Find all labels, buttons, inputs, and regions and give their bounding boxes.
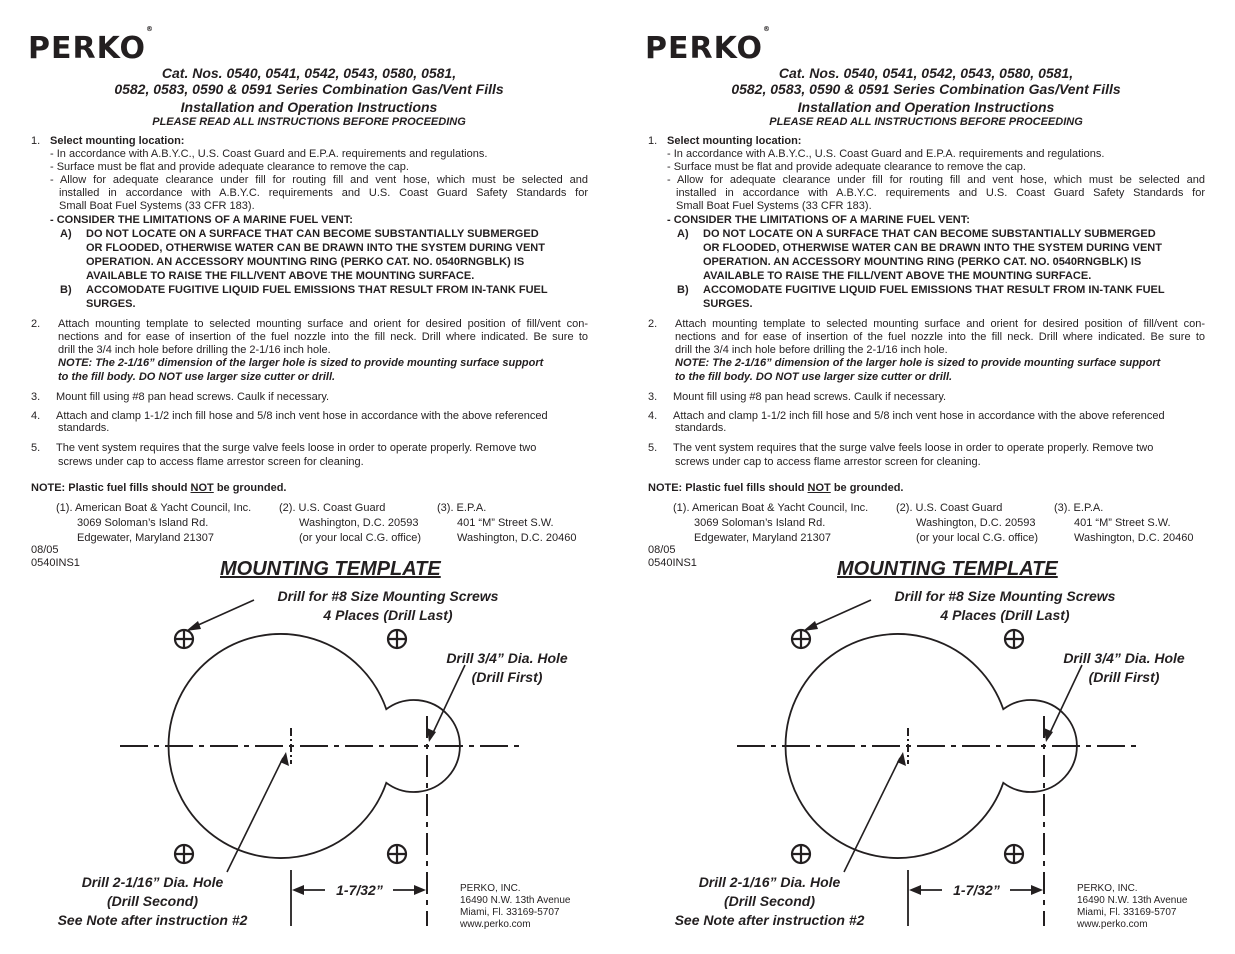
leader-screws	[196, 600, 254, 626]
screw-hole-crosshair-icon	[792, 630, 810, 648]
step-3-text: Mount fill using #8 pan head screws. Caulk if necessary.	[673, 391, 947, 403]
company-address: PERKO, INC. 16490 N.W. 13th Avenue Miami, Fl. 33169-5707 www.perko.com	[460, 883, 571, 930]
step-2-note: to the fill body. DO NOT use larger size cutter or drill.	[58, 371, 336, 383]
step-1-bullet: - Allow for adequate clearance under fill for routing fill and vent hose, which must be selected and	[667, 174, 1205, 186]
step-1-bullet: installed in accordance with A.B.Y.C. requirements and U.S. Coast Guard Safety Standards for	[676, 187, 1205, 199]
catalog-numbers: Cat. Nos. 0540, 0541, 0542, 0543, 0580, 0581, 0582, 0583, 0590 & 0591 Series Combination Gas/Vent Fills	[731, 65, 1121, 97]
screw-hole-crosshair-icon	[792, 845, 810, 863]
leader-screws	[813, 600, 871, 626]
dimension-label: 1-7/32”	[953, 882, 1000, 898]
step-1-bullet: installed in accordance with A.B.Y.C. requirements and U.S. Coast Guard Safety Standards for	[59, 187, 588, 199]
reference-abyc: (1). American Boat & Yacht Council, Inc. 3069 Soloman’s Island Rd. Edgewater, Maryland 21307	[56, 502, 252, 544]
item-a-text: DO NOT LOCATE ON A SURFACE THAT CAN BECOME SUBSTANTIALLY SUBMERGED	[703, 228, 1156, 240]
item-b-text: SURGES.	[703, 298, 753, 310]
step-4-text: standards.	[675, 422, 727, 434]
reference-uscg: (2). U.S. Coast Guard Washington, D.C. 20593 (or your local C.G. office)	[279, 502, 422, 544]
document-date: 08/05	[648, 544, 676, 556]
step-1-number: 1.	[31, 135, 41, 147]
step-1-bullet: - Surface must be flat and provide adequate clearance to remove the cap.	[50, 161, 409, 173]
item-b-label: B)	[677, 284, 689, 296]
catalog-numbers: Cat. Nos. 0540, 0541, 0542, 0543, 0580, 0581, 0582, 0583, 0590 & 0591 Series Combination Gas/Vent Fills	[114, 65, 504, 97]
instructions-title: Installation and Operation Instructions	[797, 99, 1055, 115]
item-a-text: OPERATION. AN ACCESSORY MOUNTING RING (PERKO CAT. NO. 0540RNGBLK) IS	[86, 256, 525, 268]
grounding-note: NOTE: Plastic fuel fills should NOT be grounded.	[648, 482, 904, 494]
item-a-text: DO NOT LOCATE ON A SURFACE THAT CAN BECOME SUBSTANTIALLY SUBMERGED	[86, 228, 539, 240]
item-a-text: AVAILABLE TO RAISE THE FILL/VENT ABOVE THE MOUNTING SURFACE.	[703, 270, 1092, 282]
screw-hole-crosshair-icon	[175, 845, 193, 863]
screw-hole-crosshair-icon	[388, 845, 406, 863]
step-1-number: 1.	[648, 135, 658, 147]
vent-limitations-heading: - CONSIDER THE LIMITATIONS OF A MARINE FUEL VENT:	[667, 214, 970, 226]
screw-hole-crosshair-icon	[388, 630, 406, 648]
step-1-bullet: - Allow for adequate clearance under fill for routing fill and vent hose, which must be selected and	[50, 174, 588, 186]
dimension-label: 1-7/32”	[336, 882, 383, 898]
step-2-text: nections and for ease of insertion of the fuel nozzle into the fill neck. Drill where indicated. Be sure to	[58, 331, 588, 343]
step-1-bullet: - In accordance with A.B.Y.C., U.S. Coast Guard and E.P.A. requirements and regulations.	[667, 148, 1105, 160]
screws-callout: Drill for #8 Size Mounting Screws 4 Places (Drill Last)	[277, 588, 499, 623]
step-1-bullet: Small Boat Fuel Systems (33 CFR 183).	[59, 200, 255, 212]
step-2-number: 2.	[648, 318, 658, 330]
step-2-text: drill the 3/4 inch hole before drilling the 2-1/16 inch hole.	[675, 344, 948, 356]
item-b-text: SURGES.	[86, 298, 136, 310]
item-a-text: AVAILABLE TO RAISE THE FILL/VENT ABOVE THE MOUNTING SURFACE.	[86, 270, 475, 282]
mounting-template-title: MOUNTING TEMPLATE	[837, 558, 1058, 580]
item-b-label: B)	[60, 284, 72, 296]
screws-callout: Drill for #8 Size Mounting Screws 4 Places (Drill Last)	[894, 588, 1116, 623]
reference-epa: (3). E.P.A. 401 “M” Street S.W. Washington, D.C. 20460	[1054, 502, 1194, 544]
vent-limitations-heading: - CONSIDER THE LIMITATIONS OF A MARINE FUEL VENT:	[50, 214, 353, 226]
step-2-number: 2.	[31, 318, 41, 330]
document-code: 0540INS1	[648, 557, 697, 569]
document-code: 0540INS1	[31, 557, 80, 569]
item-a-label: A)	[677, 228, 689, 240]
step-1-bullet: - Surface must be flat and provide adequate clearance to remove the cap.	[667, 161, 1026, 173]
step-2-text: drill the 3/4 inch hole before drilling the 2-1/16 inch hole.	[58, 344, 331, 356]
screw-hole-crosshair-icon	[1005, 845, 1023, 863]
item-a-label: A)	[60, 228, 72, 240]
step-1-bullet: Small Boat Fuel Systems (33 CFR 183).	[676, 200, 872, 212]
step-4-text: Attach and clamp 1-1/2 inch fill hose and 5/8 inch vent hose in accordance with the above referenced	[673, 410, 1165, 422]
step-1-heading: Select mounting location:	[50, 135, 185, 147]
step-2-note: NOTE: The 2-1/16” dimension of the larger hole is sized to provide mounting surface support	[675, 357, 1161, 369]
screw-hole-crosshair-icon	[175, 630, 193, 648]
instructions-title: Installation and Operation Instructions	[180, 99, 438, 115]
instruction-sheet-right	[617, 0, 1217, 954]
step-3-number: 3.	[648, 391, 658, 403]
step-4-number: 4.	[648, 410, 658, 422]
step-4-text: Attach and clamp 1-1/2 inch fill hose and 5/8 inch vent hose in accordance with the above referenced	[56, 410, 548, 422]
mounting-template-diagram	[0, 0, 600, 954]
instruction-sheet-left	[0, 0, 600, 954]
item-a-text: OR FLOODED, OTHERWISE WATER CAN BE DRAWN INTO THE SYSTEM DURING VENT	[703, 242, 1162, 254]
step-2-note: NOTE: The 2-1/16” dimension of the larger hole is sized to provide mounting surface support	[58, 357, 544, 369]
step-3-text: Mount fill using #8 pan head screws. Caulk if necessary.	[56, 391, 330, 403]
read-all-warning: PLEASE READ ALL INSTRUCTIONS BEFORE PROCEEDING	[769, 116, 1083, 128]
read-all-warning: PLEASE READ ALL INSTRUCTIONS BEFORE PROCEEDING	[152, 116, 466, 128]
mounting-template-diagram	[617, 0, 1217, 954]
item-b-text: ACCOMODATE FUGITIVE LIQUID FUEL EMISSIONS THAT RESULT FROM IN-TANK FUEL	[86, 284, 548, 296]
step-5-text: screws under cap to access flame arrestor screen for cleaning.	[675, 456, 981, 468]
document-date: 08/05	[31, 544, 59, 556]
grounding-note: NOTE: Plastic fuel fills should NOT be grounded.	[31, 482, 287, 494]
step-1-heading: Select mounting location:	[667, 135, 802, 147]
screw-hole-crosshair-icon	[1005, 630, 1023, 648]
step-5-number: 5.	[31, 442, 41, 454]
perko-logo: PERKO®	[645, 25, 770, 66]
reference-epa: (3). E.P.A. 401 “M” Street S.W. Washington, D.C. 20460	[437, 502, 577, 544]
step-2-text: nections and for ease of insertion of the fuel nozzle into the fill neck. Drill where indicated. Be sure to	[675, 331, 1205, 343]
large-hole-callout: Drill 2-1/16” Dia. Hole (Drill Second) See Note after instruction #2	[674, 874, 865, 928]
step-5-number: 5.	[648, 442, 658, 454]
mounting-template-title: MOUNTING TEMPLATE	[220, 558, 441, 580]
step-4-number: 4.	[31, 410, 41, 422]
reference-uscg: (2). U.S. Coast Guard Washington, D.C. 20593 (or your local C.G. office)	[896, 502, 1039, 544]
item-a-text: OR FLOODED, OTHERWISE WATER CAN BE DRAWN INTO THE SYSTEM DURING VENT	[86, 242, 545, 254]
step-5-text: The vent system requires that the surge valve feels loose in order to operate properly. Remove two	[673, 442, 1154, 454]
step-2-note: to the fill body. DO NOT use larger size cutter or drill.	[675, 371, 953, 383]
step-3-number: 3.	[31, 391, 41, 403]
small-hole-callout: Drill 3/4” Dia. Hole (Drill First)	[1063, 650, 1185, 685]
item-b-text: ACCOMODATE FUGITIVE LIQUID FUEL EMISSIONS THAT RESULT FROM IN-TANK FUEL	[703, 284, 1165, 296]
step-2-text: Attach mounting template to selected mounting surface and orient for desired position of fill/vent con-	[58, 318, 588, 330]
step-5-text: The vent system requires that the surge valve feels loose in order to operate properly. Remove two	[56, 442, 537, 454]
small-hole-callout: Drill 3/4” Dia. Hole (Drill First)	[446, 650, 568, 685]
reference-abyc: (1). American Boat & Yacht Council, Inc. 3069 Soloman’s Island Rd. Edgewater, Maryland 21307	[673, 502, 869, 544]
step-5-text: screws under cap to access flame arrestor screen for cleaning.	[58, 456, 364, 468]
perko-logo: PERKO®	[28, 25, 153, 66]
item-a-text: OPERATION. AN ACCESSORY MOUNTING RING (PERKO CAT. NO. 0540RNGBLK) IS	[703, 256, 1142, 268]
large-hole-callout: Drill 2-1/16” Dia. Hole (Drill Second) See Note after instruction #2	[57, 874, 248, 928]
step-2-text: Attach mounting template to selected mounting surface and orient for desired position of fill/vent con-	[675, 318, 1205, 330]
step-4-text: standards.	[58, 422, 110, 434]
step-1-bullet: - In accordance with A.B.Y.C., U.S. Coast Guard and E.P.A. requirements and regulations.	[50, 148, 488, 160]
company-address: PERKO, INC. 16490 N.W. 13th Avenue Miami, Fl. 33169-5707 www.perko.com	[1077, 883, 1188, 930]
